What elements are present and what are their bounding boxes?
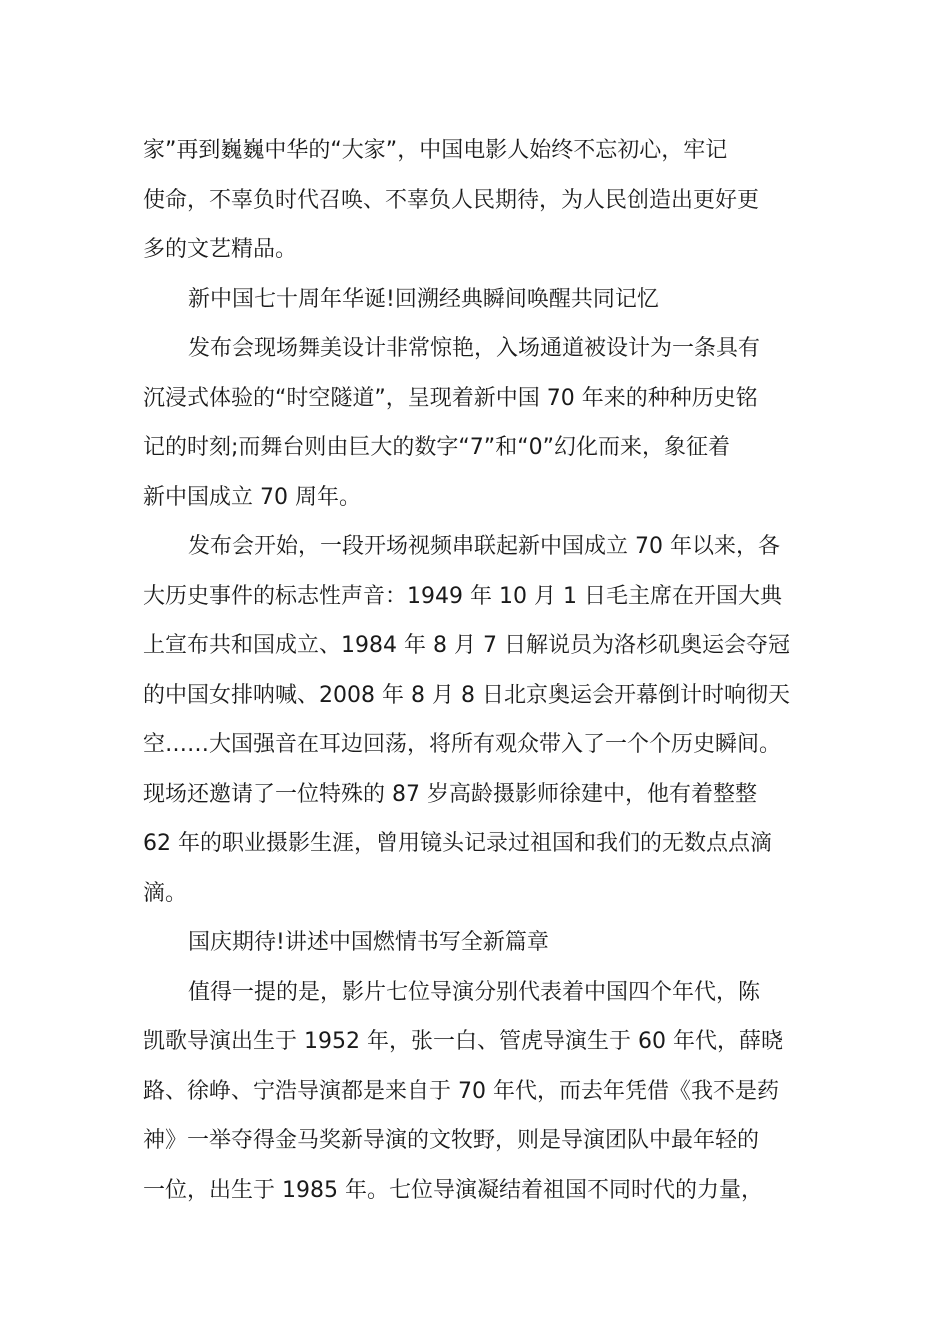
text-line: 路、徐峥、宁浩导演都是来自于 70 年代，而去年凭借《我不是药 [143,1078,779,1104]
text-line: 家”再到巍巍中华的“大家”，中国电影人始终不忘初心，牢记 [143,138,728,163]
text-line: 记的时刻;而舞台则由巨大的数字“7”和“0”幻化而来，象征着 [143,435,730,460]
text-line: 空……大国强音在耳边回荡，将所有观众带入了一个个历史瞬间。 [143,732,782,757]
section-heading: 国庆期待!讲述中国燃情书写全新篇章 [188,930,549,955]
text-line: 上宣布共和国成立、1984 年 8 月 7 日解说员为洛杉矶奥运会夺冠 [143,633,790,658]
text-line: 新中国成立 70 周年。 [143,484,361,510]
text-line: 多的文艺精品。 [143,237,298,262]
section-heading: 新中国七十周年华诞!回溯经典瞬间唤醒共同记忆 [188,286,659,312]
text-line: 大历史事件的标志性声音：1949 年 10 月 1 日毛主席在开国大典 [143,583,782,609]
text-line: 沉浸式体验的“时空隧道”，呈现着新中国 70 年来的种种历史铭 [143,385,758,411]
text-line: 凯歌导演出生于 1952 年，张一白、管虎导演生于 60 年代，薛晓 [143,1029,783,1054]
paragraph-start-line: 发布会开始，一段开场视频串联起新中国成立 70 年以来，各 [188,534,780,559]
text-line: 62 年的职业摄影生涯，曾用镜头记录过祖国和我们的无数点点滴 [143,831,772,856]
document-body [143,126,793,1215]
text-line: 使命，不辜负时代召唤、不辜负人民期待，为人民创造出更好更 [143,187,760,213]
text-line: 神》一举夺得金马奖新导演的文牧野，则是导演团队中最年轻的 [143,1128,760,1153]
text-line: 一位，出生于 1985 年。七位导演凝结着祖国不同时代的力量， [143,1177,763,1203]
text-line: 现场还邀请了一位特殊的 87 岁高龄摄影师徐建中，他有着整整 [143,781,757,807]
text-line: 的中国女排呐喊、2008 年 8 月 8 日北京奥运会开幕倒计时响彻天 [143,682,790,708]
text-line: 滴。 [143,880,188,906]
paragraph-start-line: 值得一提的是，影片七位导演分别代表着中国四个年代，陈 [188,979,761,1005]
paragraph-start-line: 发布会现场舞美设计非常惊艳，入场通道被设计为一条具有 [188,336,761,361]
